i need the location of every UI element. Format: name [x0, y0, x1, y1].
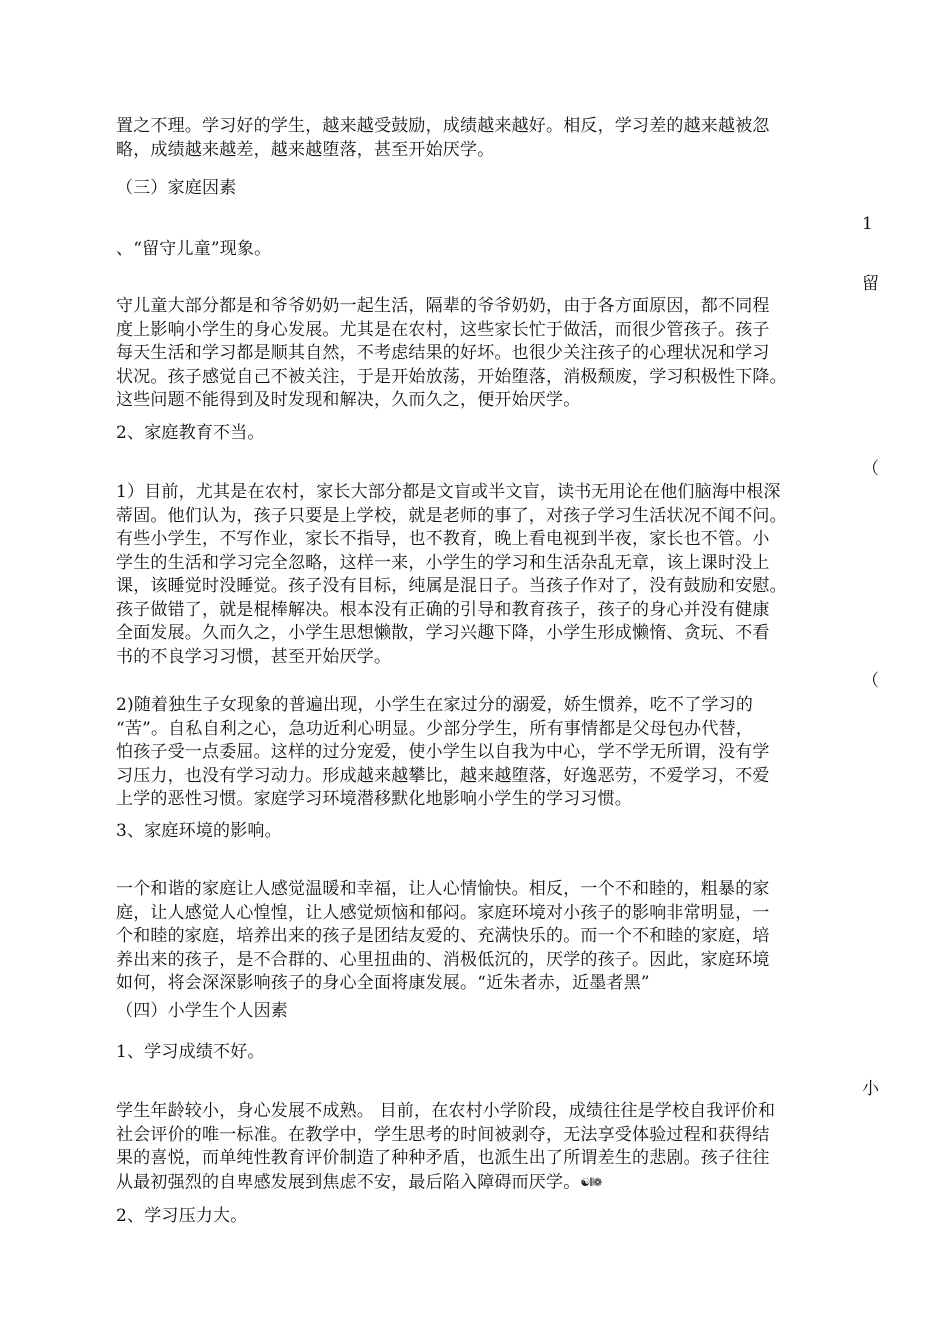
heading-left-behind-children: 、“留守儿童”现象。	[116, 239, 272, 259]
margin-number-1: 1	[862, 214, 873, 234]
paragraph-only-child-spoiling: 2)随着独生子女现象的普遍出现，小学生在家过分的溺爱，娇生惯养，吃不了学习的 “苦”。自私自利之心，急功近利心明显。少部分学生，所有事情都是父母包办代替， 怕孩子受一点委屈。这样的过分宠爱，使小学生以自我为中心，学不学无所谓，没有学 习压力，也没有学习动力。形成越来越攀比，越来越堕落，好逸恶劳，不爱学习，不爱 上学的恶性习惯。家庭学习环境潜移默化地影响小学生的学习习惯。	[116, 695, 770, 809]
paragraph-family-environment: 一个和谐的家庭让人感觉温暖和幸福，让人心情愉快。相反，一个不和睦的，粗暴的家 庭，让人感觉人心惶惶，让人感觉烦恼和郁闷。家庭环境对小孩子的影响非常明显，一 个和睦的家庭，培养出来的孩子是团结友爱的、充满快乐的。而一个不和睦的家庭，培 养出来的孩子，是不合群的、心里扭曲的、消极低沉的，厌学的孩子。因此，家庭环境 如何，将会深深影响孩子的身心全面将康发展。“近朱者赤，近墨者黑”	[116, 879, 770, 993]
heading-improper-family-education: 2、家庭教育不当。	[116, 423, 265, 443]
margin-paren-2: （	[862, 671, 879, 691]
paragraph-poor-grades-block	[116, 1100, 856, 1194]
paragraph-neglect: 置之不理。学习好的学生，越来越受鼓励，成绩越来越好。相反，学习差的越来越被忽 略，成绩越来越差，越来越堕落，甚至开始厌学。	[116, 116, 770, 160]
paragraph-poor-grades: 学生年龄较小，身心发展不成熟。 目前，在农村小学阶段，成绩往往是学校自我评价和 社会评价的唯一标准。在教学中，学生思考的时间被剥夺，无法享受体验过程和获得结 果的喜悦，而单纯性教育评价制造了种种矛盾，也派生出了所谓差生的悲剧。孩子往往 从最初强烈的自卑感发展到焦虑不安，最后陷入障碍而厌学。	[116, 1101, 776, 1192]
heading-study-pressure: 2、学习压力大。	[116, 1206, 248, 1226]
margin-char-liu: 留	[862, 274, 879, 294]
decorative-glyph-icon: ☯⦀❁	[580, 1175, 602, 1189]
heading-personal-factors: （四）小学生个人因素	[116, 1001, 288, 1021]
paragraph-left-behind-children: 守儿童大部分都是和爷爷奶奶一起生活，隔辈的爷爷奶奶，由于各方面原因，都不同程 度上影响小学生的身心发展。尤其是在农村，这些家长忙于做活，而很少管孩子。孩子 每天生活和学习都是顺其自然，不考虑结果的好坏。也很少关注孩子的心理状况和学习 状况。孩子感觉自己不被关注，于是开始放荡，开始堕落，消极颓废，学习积极性下降。 这些问题不能得到及时发现和解决，久而久之，便开始厌学。	[116, 296, 787, 410]
margin-paren-1: （	[862, 459, 879, 479]
paragraph-illiterate-parents: 1）目前，尤其是在农村，家长大部分都是文盲或半文盲，读书无用论在他们脑海中根深 蒂固。他们认为，孩子只要是上学校，就是老师的事了，对孩子学习生活状况不闻不问。 有些小学生，不写作业，家长不指导，也不教育，晚上看电视到半夜，家长也不管。小 学生的生活和学习完全忽略，这样一来，小学生的学习和生活杂乱无章，该上课时没上 课，该睡觉时没睡觉。孩子没有目标，纯属是混日子。当孩子作对了，没有鼓励和安慰。 孩子做错了，就是棍棒解决。根本没有正确的引导和教育孩子，孩子的身心并没有健康 全面发展。久而久之，小学生思想懒散，学习兴趣下降，小学生形成懒惰、贪玩、不看 书的不良学习习惯，甚至开始厌学。	[116, 482, 787, 667]
heading-family-environment: 3、家庭环境的影响。	[116, 821, 282, 841]
margin-char-xiao: 小	[862, 1079, 879, 1099]
heading-poor-grades: 1、学习成绩不好。	[116, 1042, 265, 1062]
heading-family-factors: （三）家庭因素	[116, 178, 237, 198]
